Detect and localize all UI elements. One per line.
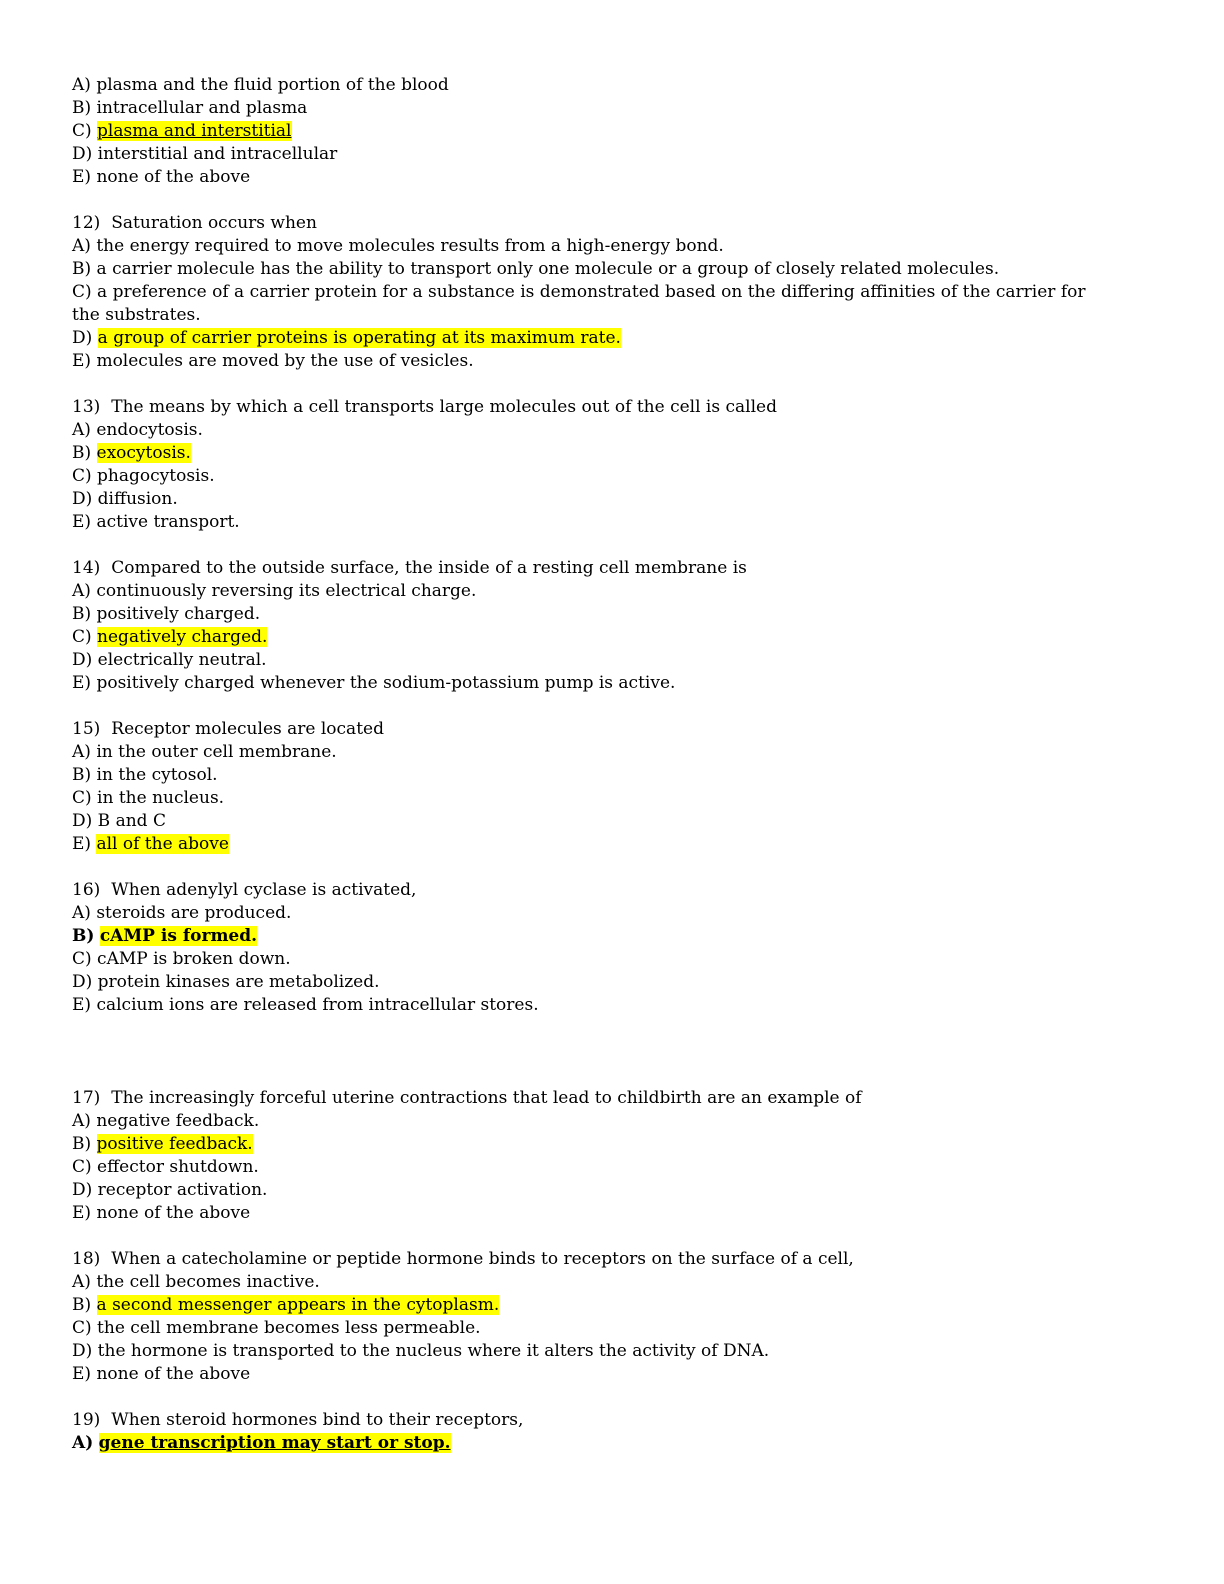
answer-option [72, 741, 1088, 764]
answer-option [72, 1202, 1088, 1225]
answer-option-text: the cell becomes inactive. [96, 1272, 320, 1292]
answer-option-text-highlighted: all of the above [96, 834, 229, 854]
answer-option-text: electrically neutral. [97, 650, 267, 670]
question-stem-text: The means by which a cell transports large molecules out of the cell is called [111, 397, 777, 417]
question-block [72, 1409, 1088, 1455]
question-block [72, 879, 1088, 1017]
question-number: 18) [72, 1249, 101, 1269]
answer-option-text: diffusion. [97, 489, 178, 509]
answer-option [72, 1133, 1088, 1156]
answer-option [72, 948, 1088, 971]
question-stem-text: When steroid hormones bind to their receptors, [111, 1410, 524, 1430]
option-letter: B) [72, 1295, 92, 1315]
answer-option-text: phagocytosis. [97, 466, 215, 486]
option-letter: C) [72, 627, 92, 647]
question-block [72, 396, 1088, 534]
answer-option-text-highlighted: gene transcription may start or stop. [98, 1433, 451, 1453]
answer-option [72, 281, 1091, 327]
answer-option-text-highlighted: negatively charged. [97, 627, 268, 647]
option-letter: A) [72, 1111, 91, 1131]
answer-option [72, 488, 1088, 511]
option-letter: E) [72, 1364, 92, 1384]
answer-option-text: endocytosis. [96, 420, 203, 440]
answer-option [72, 143, 1088, 166]
answer-option-text-highlighted: plasma and interstitial [97, 121, 292, 141]
answer-option-text: in the cytosol. [96, 765, 218, 785]
option-letter: D) [72, 811, 93, 831]
answer-option-text: calcium ions are released from intracellular stores. [96, 995, 539, 1015]
question-number: 16) [72, 880, 101, 900]
answer-option-text: negative feedback. [96, 1111, 260, 1131]
question-stem [72, 879, 1088, 902]
option-letter: D) [72, 144, 93, 164]
option-letter: D) [72, 489, 93, 509]
answer-option [72, 971, 1088, 994]
question-stem-text: Saturation occurs when [111, 213, 317, 233]
answer-option [72, 1340, 1088, 1363]
option-letter: A) [72, 1433, 94, 1453]
answer-option [72, 1317, 1088, 1340]
option-letter: A) [72, 903, 91, 923]
option-letter: A) [72, 236, 91, 256]
question-number: 17) [72, 1088, 101, 1108]
option-letter: A) [72, 742, 91, 762]
answer-option [72, 350, 1088, 373]
answer-option [72, 764, 1088, 787]
answer-option-text: none of the above [96, 1364, 251, 1384]
answer-option [72, 442, 1088, 465]
option-letter: D) [72, 328, 93, 348]
answer-option-text: the cell membrane becomes less permeable. [97, 1318, 481, 1338]
question-number: 13) [72, 397, 101, 417]
option-letter: C) [72, 1318, 92, 1338]
question-stem-text: Receptor molecules are located [111, 719, 384, 739]
answer-option-text: cAMP is broken down. [97, 949, 291, 969]
answer-option-text: in the nucleus. [97, 788, 225, 808]
answer-option [72, 120, 1088, 143]
answer-option [72, 1156, 1088, 1179]
question-list [72, 74, 1091, 1455]
question-stem-text: Compared to the outside surface, the inside of a resting cell membrane is [111, 558, 747, 578]
answer-option-text: a carrier molecule has the ability to transport only one molecule or a group of closely related molecules. [96, 259, 1000, 279]
option-letter: B) [72, 259, 92, 279]
question-stem [72, 718, 1088, 741]
option-letter: C) [72, 466, 92, 486]
question-stem-text: When adenylyl cyclase is activated, [111, 880, 417, 900]
answer-option-text: interstitial and intracellular [97, 144, 338, 164]
answer-option-text: in the outer cell membrane. [96, 742, 337, 762]
answer-option [72, 1271, 1088, 1294]
question-number: 12) [72, 213, 101, 233]
answer-option-text: positively charged whenever the sodium-potassium pump is active. [96, 673, 676, 693]
answer-option-text: the energy required to move molecules results from a high-energy bond. [96, 236, 724, 256]
answer-option-text-highlighted: a group of carrier proteins is operating at its maximum rate. [97, 328, 621, 348]
answer-option [72, 833, 1088, 856]
answer-option-text-highlighted: positive feedback. [96, 1134, 253, 1154]
option-letter: E) [72, 834, 92, 854]
question-stem-text: When a catecholamine or peptide hormone binds to receptors on the surface of a cell, [111, 1249, 854, 1269]
answer-option [72, 327, 1088, 350]
option-letter: D) [72, 1341, 93, 1361]
question-block [72, 74, 1088, 189]
question-stem [72, 557, 1088, 580]
option-letter: D) [72, 972, 93, 992]
answer-option-text: continuously reversing its electrical charge. [96, 581, 477, 601]
question-block [72, 1087, 1088, 1225]
answer-option [72, 235, 1088, 258]
answer-option-text: none of the above [96, 1203, 251, 1223]
option-letter: E) [72, 167, 92, 187]
answer-option [72, 97, 1088, 120]
option-letter: A) [72, 581, 91, 601]
answer-option-text: steroids are produced. [96, 903, 292, 923]
option-letter: B) [72, 604, 92, 624]
answer-option [72, 672, 1088, 695]
answer-option-text: intracellular and plasma [96, 98, 308, 118]
question-stem [72, 1409, 1088, 1432]
answer-option-text: a preference of a carrier protein for a substance is demonstrated based on the differing affinities of the carrier for the substrates. [72, 282, 1091, 325]
option-letter: A) [72, 1272, 91, 1292]
question-stem [72, 1087, 1088, 1110]
option-letter: B) [72, 765, 92, 785]
answer-option [72, 649, 1088, 672]
answer-option [72, 1294, 1088, 1317]
answer-option-text: receptor activation. [97, 1180, 268, 1200]
answer-option [72, 1179, 1088, 1202]
question-block [72, 557, 1088, 695]
option-letter: E) [72, 995, 92, 1015]
answer-option [72, 810, 1088, 833]
answer-option [72, 787, 1088, 810]
answer-option-text: protein kinases are metabolized. [97, 972, 380, 992]
answer-option-text: molecules are moved by the use of vesicles. [96, 351, 474, 371]
option-letter: C) [72, 282, 92, 302]
answer-option [72, 511, 1088, 534]
answer-option-text: B and C [97, 811, 166, 831]
question-stem [72, 1248, 1088, 1271]
answer-option [72, 1110, 1088, 1133]
answer-option-text: the hormone is transported to the nucleus where it alters the activity of DNA. [97, 1341, 770, 1361]
question-number: 15) [72, 719, 101, 739]
option-letter: B) [72, 926, 95, 946]
option-letter: C) [72, 121, 92, 141]
question-block [72, 212, 1091, 373]
option-letter: E) [72, 351, 92, 371]
question-stem [72, 212, 1088, 235]
answer-option [72, 166, 1088, 189]
answer-option [72, 994, 1088, 1017]
answer-option-text: positively charged. [96, 604, 261, 624]
answer-option [72, 603, 1088, 626]
option-letter: D) [72, 1180, 93, 1200]
answer-option [72, 902, 1088, 925]
answer-option-text: none of the above [96, 167, 251, 187]
answer-option-text-highlighted: exocytosis. [96, 443, 191, 463]
answer-option [72, 258, 1088, 281]
answer-option [72, 1363, 1088, 1386]
question-block [72, 1248, 1088, 1386]
question-stem [72, 396, 1088, 419]
option-letter: C) [72, 949, 92, 969]
answer-option [72, 626, 1088, 649]
answer-option-text-highlighted: cAMP is formed. [99, 926, 258, 946]
option-letter: A) [72, 75, 91, 95]
option-letter: B) [72, 443, 92, 463]
option-letter: C) [72, 788, 92, 808]
answer-option [72, 925, 1088, 948]
option-letter: E) [72, 1203, 92, 1223]
option-letter: C) [72, 1157, 92, 1177]
question-block [72, 718, 1088, 856]
option-letter: D) [72, 650, 93, 670]
option-letter: E) [72, 512, 92, 532]
answer-option-text: effector shutdown. [97, 1157, 259, 1177]
option-letter: E) [72, 673, 92, 693]
answer-option [72, 465, 1088, 488]
question-number: 19) [72, 1410, 101, 1430]
answer-option-text-highlighted: a second messenger appears in the cytoplasm. [96, 1295, 500, 1315]
option-letter: B) [72, 98, 92, 118]
answer-option-text: active transport. [96, 512, 240, 532]
answer-option [72, 74, 1088, 97]
answer-option [72, 1432, 1088, 1455]
option-letter: A) [72, 420, 91, 440]
answer-option [72, 419, 1088, 442]
option-letter: B) [72, 1134, 92, 1154]
answer-option-text: plasma and the fluid portion of the blood [96, 75, 449, 95]
answer-option [72, 580, 1088, 603]
question-stem-text: The increasingly forceful uterine contractions that lead to childbirth are an example of [111, 1088, 862, 1108]
question-number: 14) [72, 558, 101, 578]
